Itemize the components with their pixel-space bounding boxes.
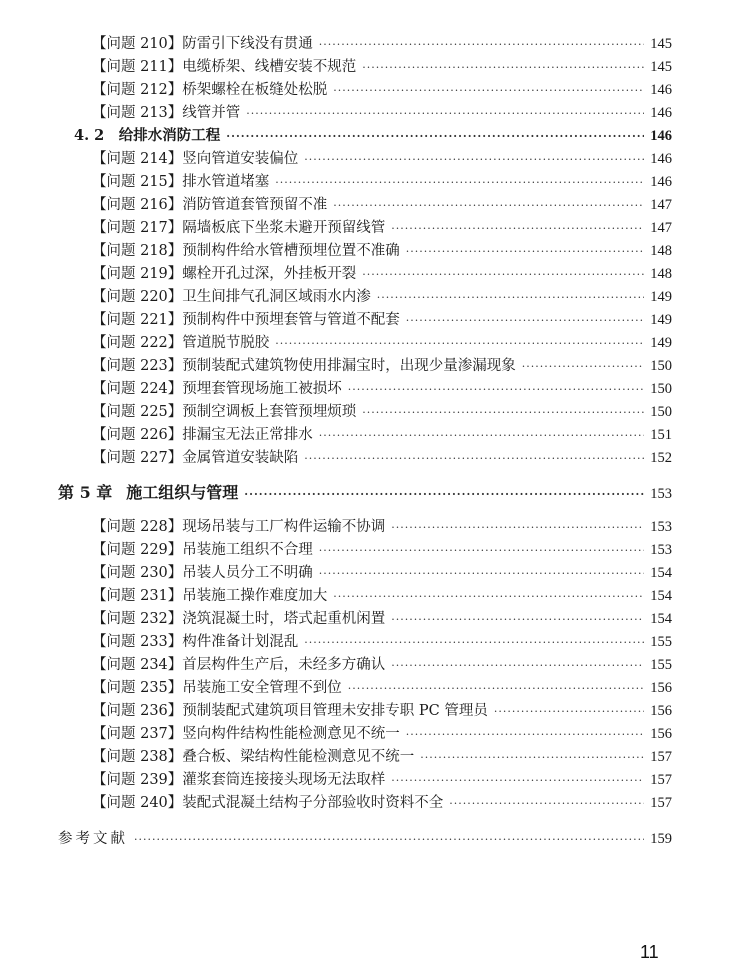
toc-entry-title: 【问题 220】卫生间排气孔洞区域雨水内渗 bbox=[92, 289, 371, 305]
toc-entry-page: 155 bbox=[650, 657, 672, 673]
dot-leader bbox=[406, 725, 644, 745]
toc-entry-page: 150 bbox=[650, 404, 672, 420]
toc-entry-page: 154 bbox=[650, 588, 672, 604]
toc-entry[interactable] bbox=[92, 609, 672, 630]
toc-entry-title: 【问题 222】管道脱节脱胶 bbox=[92, 335, 270, 351]
toc-entry[interactable] bbox=[92, 701, 672, 722]
toc-entry-page: 154 bbox=[650, 565, 672, 581]
toc-entry[interactable] bbox=[92, 310, 672, 331]
dot-leader bbox=[319, 426, 644, 446]
toc-entry[interactable] bbox=[92, 586, 672, 607]
toc-entry-title: 【问题 232】浇筑混凝土时，塔式起重机闲置 bbox=[92, 611, 386, 627]
toc-entry-title: 【问题 218】预制构件给水管槽预埋位置不准确 bbox=[92, 243, 400, 259]
chapter-number: 第 5 章 bbox=[58, 483, 113, 502]
dot-leader bbox=[391, 219, 644, 239]
toc-entry-page: 149 bbox=[650, 335, 672, 351]
toc-entry-title: 【问题 230】吊装人员分工不明确 bbox=[92, 565, 313, 581]
toc-entry-title: 【问题 211】电缆桥架、线槽安装不规范 bbox=[92, 59, 357, 75]
toc-entry-title: 【问题 210】防雷引下线没有贯通 bbox=[92, 36, 313, 52]
toc-entry-page: 145 bbox=[650, 36, 672, 52]
toc-entry-title: 【问题 212】桥架螺栓在板缝处松脱 bbox=[92, 82, 328, 98]
toc-entry[interactable] bbox=[92, 264, 672, 285]
chapter-title: 施工组织与管理 bbox=[126, 483, 239, 502]
dot-leader bbox=[348, 380, 644, 400]
dot-leader bbox=[406, 311, 644, 331]
toc-entry[interactable] bbox=[92, 747, 672, 768]
toc-entry-title: 【问题 234】首层构件生产后，未经多方确认 bbox=[92, 657, 386, 673]
toc-entry-title: 【问题 231】吊装施工操作难度加大 bbox=[92, 588, 328, 604]
dot-leader bbox=[522, 357, 644, 377]
dot-leader bbox=[449, 794, 644, 814]
toc-entry[interactable] bbox=[92, 540, 672, 561]
toc-chapter-5[interactable] bbox=[58, 483, 672, 505]
toc-references[interactable] bbox=[58, 829, 672, 850]
toc-entry-title: 【问题 215】排水管道堵塞 bbox=[92, 174, 270, 190]
dot-leader bbox=[362, 403, 644, 423]
toc-entry[interactable] bbox=[92, 287, 672, 308]
dot-leader bbox=[275, 173, 644, 193]
dot-leader bbox=[333, 587, 644, 607]
toc-entry[interactable] bbox=[92, 34, 672, 55]
dot-leader bbox=[319, 35, 644, 55]
toc-entry-page: 157 bbox=[650, 772, 672, 788]
dot-leader bbox=[362, 265, 644, 285]
toc-entry-title: 【问题 240】装配式混凝土结构子分部验收时资料不全 bbox=[92, 795, 444, 811]
dot-leader bbox=[319, 541, 644, 561]
toc-entry-page: 151 bbox=[650, 427, 672, 443]
toc-entry[interactable] bbox=[92, 770, 672, 791]
toc-entry-page: 146 bbox=[650, 82, 672, 98]
toc-entry-title: 【问题 235】吊装施工安全管理不到位 bbox=[92, 680, 342, 696]
dot-leader bbox=[134, 830, 644, 850]
toc-entry-page: 145 bbox=[650, 59, 672, 75]
toc-entry[interactable] bbox=[92, 103, 672, 124]
toc-entry[interactable] bbox=[92, 655, 672, 676]
dot-leader bbox=[406, 242, 644, 262]
toc-entry-page: 147 bbox=[650, 220, 672, 236]
toc-entry-page: 157 bbox=[650, 795, 672, 811]
toc-entry[interactable] bbox=[92, 172, 672, 193]
toc-entry[interactable] bbox=[92, 80, 672, 101]
dot-leader bbox=[420, 748, 644, 768]
toc-entry[interactable] bbox=[92, 333, 672, 354]
toc-entry-page: 149 bbox=[650, 312, 672, 328]
section-title: 4. 2 给排水消防工程 bbox=[74, 127, 221, 144]
dot-leader bbox=[391, 518, 644, 538]
toc-entry-page: 146 bbox=[650, 105, 672, 121]
toc-entry-title: 【问题 213】线管并管 bbox=[92, 105, 241, 121]
toc-entry[interactable] bbox=[92, 678, 672, 699]
dot-leader bbox=[348, 679, 644, 699]
dot-leader bbox=[244, 485, 644, 505]
toc-entry-title: 【问题 225】预制空调板上套管预埋烦琐 bbox=[92, 404, 357, 420]
toc-entry[interactable] bbox=[92, 379, 672, 400]
dot-leader bbox=[246, 104, 644, 124]
toc-entry-title: 【问题 238】叠合板、梁结构性能检测意见不统一 bbox=[92, 749, 415, 765]
dot-leader bbox=[391, 656, 644, 676]
toc-entry-title: 【问题 227】金属管道安装缺陷 bbox=[92, 450, 299, 466]
toc-section-4-2[interactable] bbox=[74, 126, 672, 147]
toc-entry-title: 【问题 219】螺栓开孔过深，外挂板开裂 bbox=[92, 266, 357, 282]
dot-leader bbox=[304, 150, 644, 170]
toc-entry-title: 【问题 223】预制装配式建筑物使用排漏宝时，出现少量渗漏现象 bbox=[92, 358, 516, 374]
dot-leader bbox=[275, 334, 644, 354]
toc-entry-page: 156 bbox=[650, 726, 672, 742]
toc-entry[interactable] bbox=[92, 448, 672, 469]
dot-leader bbox=[333, 196, 644, 216]
toc-entry-title: 【问题 226】排漏宝无法正常排水 bbox=[92, 427, 313, 443]
toc-entry[interactable] bbox=[92, 57, 672, 78]
toc-entry-page: 150 bbox=[650, 381, 672, 397]
toc-entry-title: 【问题 217】隔墙板底下坐浆未避开预留线管 bbox=[92, 220, 386, 236]
toc-entry[interactable] bbox=[92, 241, 672, 262]
toc-entry[interactable] bbox=[92, 356, 672, 377]
dot-leader bbox=[377, 288, 644, 308]
toc-entry-page: 149 bbox=[650, 289, 672, 305]
page-number: 11 bbox=[640, 942, 659, 962]
toc-entry[interactable] bbox=[92, 425, 672, 446]
toc-entry-title: 【问题 216】消防管道套管预留不准 bbox=[92, 197, 328, 213]
toc-entry-page: 148 bbox=[650, 266, 672, 282]
toc-entry-page: 148 bbox=[650, 243, 672, 259]
dot-leader bbox=[333, 81, 644, 101]
dot-leader bbox=[319, 564, 644, 584]
toc-entry-title: 【问题 228】现场吊装与工厂构件运输不协调 bbox=[92, 519, 386, 535]
toc-entry[interactable] bbox=[92, 793, 672, 814]
toc-entry[interactable] bbox=[92, 724, 672, 745]
toc-entry-page: 146 bbox=[650, 151, 672, 167]
toc-entry-page: 155 bbox=[650, 634, 672, 650]
toc-entry-page: 157 bbox=[650, 749, 672, 765]
toc-entry-page: 147 bbox=[650, 197, 672, 213]
section-page: 146 bbox=[650, 128, 672, 144]
toc-entry-title: 【问题 239】灌浆套筒连接接头现场无法取样 bbox=[92, 772, 386, 788]
dot-leader bbox=[304, 633, 644, 653]
toc-entry-page: 152 bbox=[650, 450, 672, 466]
toc-entry-page: 153 bbox=[650, 519, 672, 535]
toc-entry-title: 【问题 229】吊装施工组织不合理 bbox=[92, 542, 313, 558]
chapter-page: 153 bbox=[650, 486, 672, 502]
toc-entry[interactable] bbox=[92, 195, 672, 216]
toc-entry-page: 156 bbox=[650, 680, 672, 696]
chapter-heading bbox=[58, 483, 238, 503]
toc-entry-title: 【问题 233】构件准备计划混乱 bbox=[92, 634, 299, 650]
toc-entry[interactable] bbox=[92, 149, 672, 170]
toc-entry-title: 【问题 237】竖向构件结构性能检测意见不统一 bbox=[92, 726, 400, 742]
dot-leader bbox=[304, 449, 644, 469]
toc-entry-page: 146 bbox=[650, 174, 672, 190]
dot-leader bbox=[362, 58, 644, 78]
toc-entry-page: 150 bbox=[650, 358, 672, 374]
toc-entry-page: 156 bbox=[650, 703, 672, 719]
toc-entry[interactable] bbox=[92, 632, 672, 653]
toc-entry-page: 153 bbox=[650, 542, 672, 558]
toc-entry-title: 【问题 221】预制构件中预埋套管与管道不配套 bbox=[92, 312, 400, 328]
toc-entry[interactable] bbox=[92, 218, 672, 239]
toc-entry[interactable] bbox=[92, 402, 672, 423]
toc-entry-title: 【问题 224】预埋套管现场施工被损坏 bbox=[92, 381, 342, 397]
dot-leader bbox=[226, 127, 644, 147]
references-title: 参考文献 bbox=[58, 831, 128, 847]
toc-entry[interactable] bbox=[92, 517, 672, 538]
dot-leader bbox=[391, 610, 644, 630]
references-page: 159 bbox=[650, 831, 672, 847]
dot-leader bbox=[391, 771, 644, 791]
dot-leader bbox=[494, 702, 644, 722]
toc-entry[interactable] bbox=[92, 563, 672, 584]
toc-entry-page: 154 bbox=[650, 611, 672, 627]
toc-entry-title: 【问题 236】预制装配式建筑项目管理未安排专职 PC 管理员 bbox=[92, 703, 488, 719]
toc-entry-title: 【问题 214】竖向管道安装偏位 bbox=[92, 151, 299, 167]
